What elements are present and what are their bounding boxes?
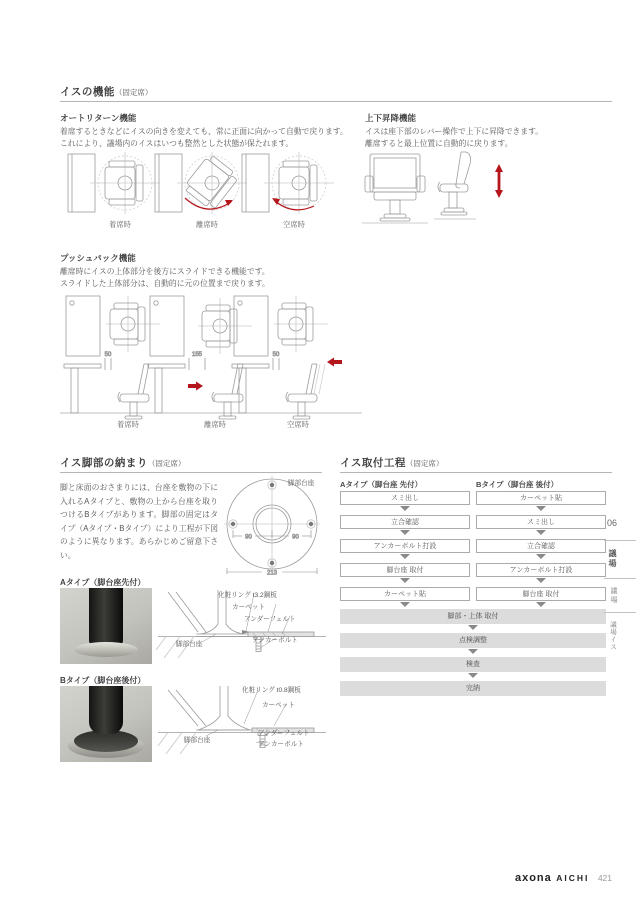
tab-chapter: 議場 [608, 549, 617, 569]
auto-return-label-3: 空席時 [283, 220, 305, 229]
flow-arrow-icon [400, 506, 410, 511]
type-a-photo [60, 588, 152, 664]
type-a-leg-front [89, 588, 123, 642]
pushback-label-3: 空席時 [287, 420, 309, 429]
legs-title [60, 455, 185, 470]
tab-divider [604, 578, 636, 579]
pushback-label-1: 着席時 [117, 420, 139, 429]
flow-arrow-icon [400, 554, 410, 559]
flow-arrow-icon [468, 625, 478, 630]
pushback-line2: スライドした上体部分は、自動的に元の位置まで戻ります。 [60, 279, 270, 288]
flow-step: 立合確認 [476, 539, 606, 553]
pushback-topview-diagram [64, 296, 364, 360]
updown-diagram [362, 148, 512, 228]
flow-step: スミ出し [476, 515, 606, 529]
type-a-ring-label: 化粧リング t3.2鋼板 [218, 592, 277, 599]
updown-title: 上下昇降機能 [365, 113, 417, 123]
type-b-bolt-label: アンカーボルト [258, 741, 304, 748]
legs-body: 脚と床面のおさまりには、台座を敷物の下に入れるAタイプと、敷物の上から台座を取りつけるBタイプがあります。脚部の固定はタイプ（Aタイプ・Bタイプ）により工程が下図のように異なります。あらかじめご留意下さい。 [60, 483, 218, 560]
flow-arrow-icon [536, 554, 546, 559]
updown-line1: イスは座下部のレバー操作で上下に昇降できます。 [365, 127, 544, 136]
base-circle-diagram [222, 472, 326, 576]
pushback-dim-2: 155 [191, 352, 203, 358]
type-b-photo [60, 686, 152, 762]
flow-arrow-icon [468, 649, 478, 654]
page-title-text: イスの機能 [60, 86, 115, 98]
type-a-title: Aタイプ（脚台座先付） [60, 578, 146, 587]
tab-section: 議場 [610, 587, 617, 605]
type-b-section-diagram [156, 686, 340, 764]
pushback-sideview-diagram [60, 352, 364, 422]
process-title-text: イス取付工程 [340, 457, 406, 469]
flow-shared-step: 検査 [340, 657, 606, 672]
flow-arrow-icon [400, 578, 410, 583]
type-b-title: Bタイプ（脚台座後付） [60, 676, 146, 685]
legs-title-text: イス脚部の納まり [60, 457, 148, 469]
flow-step: アンカーボルト打設 [476, 563, 606, 577]
base-dim-total: 213 [266, 570, 278, 577]
tab-divider [604, 612, 636, 613]
updown-line2: 離席すると最上位置に自動的に戻ります。 [365, 139, 513, 148]
brand-sub: AICHI [556, 873, 590, 883]
flow-step: カーペット貼 [476, 491, 606, 505]
auto-return-diagram [66, 152, 366, 218]
process-title-note: （固定席） [405, 459, 444, 468]
flow-step: 脚台座 取付 [340, 563, 470, 577]
page-title-note: （固定席） [114, 88, 153, 97]
type-a-felt-label: アンダーフェルト [244, 616, 296, 623]
process-col-b-header: Bタイプ（脚台座 後付） [476, 480, 559, 489]
flow-step: スミ出し [340, 491, 470, 505]
auto-return-title: オートリターン機能 [60, 113, 137, 123]
base-dim-left: 90 [245, 534, 252, 541]
auto-return-line1: 着席するときなどにイスの向きを変えても、常に正面に向かって自動で戻ります。 [60, 127, 348, 136]
flow-arrow-icon [400, 530, 410, 535]
chapter-number: 06 [606, 518, 617, 528]
flow-arrow-icon [536, 530, 546, 535]
pushback-dim-3: 50 [272, 352, 280, 358]
flow-step: カーペット貼 [340, 587, 470, 601]
auto-return-line2: これにより、議場内のイスはいつも整然とした状態が保たれます。 [60, 139, 294, 148]
process-title [340, 455, 443, 470]
flow-arrow-icon [536, 602, 546, 607]
pushback-label-2: 離席時 [204, 420, 226, 429]
type-a-ring [74, 642, 138, 657]
flow-step: 立合確認 [340, 515, 470, 529]
base-circle-label: 脚部台座 [288, 480, 315, 487]
pushback-title: プッシュバック機能 [60, 253, 136, 263]
base-dim-right: 90 [292, 534, 299, 541]
flow-step: アンカーボルト打設 [340, 539, 470, 553]
pushback-line1: 離席時にイスの上体部分を後方にスライドできる機能です。 [60, 267, 270, 276]
section-divider [60, 101, 612, 102]
type-a-base-label: 脚部台座 [176, 641, 203, 648]
pushback-dim-1: 50 [104, 352, 112, 358]
legs-title-note: （固定席） [147, 459, 186, 468]
type-a-bolt-label: アンカーボルト [252, 637, 298, 644]
flow-arrow-icon [536, 506, 546, 511]
flow-arrow-icon [536, 578, 546, 583]
process-col-a-header: Aタイプ（脚台座 先付） [340, 480, 423, 489]
auto-return-label-2: 離席時 [196, 220, 218, 229]
flow-arrow-icon [468, 673, 478, 678]
brand-logo: axona [514, 872, 552, 884]
type-b-felt-label: アンダーフェルト [258, 730, 310, 737]
page-title [60, 84, 152, 99]
flow-step: 脚台座 取付 [476, 587, 606, 601]
tab-divider [604, 540, 636, 541]
type-b-carpet-label: カーペット [262, 702, 295, 709]
footer [420, 868, 612, 886]
type-b-leg [89, 686, 123, 734]
type-b-ring-label: 化粧リング t0.8鋼板 [242, 687, 301, 694]
auto-return-label-1: 着席時 [109, 220, 131, 229]
page-number: 421 [597, 873, 612, 883]
flow-arrow-icon [400, 602, 410, 607]
type-a-section-diagram [156, 588, 340, 666]
type-a-carpet-label: カーペット [232, 604, 265, 611]
flow-shared-step: 点検調整 [340, 633, 606, 648]
process-divider [340, 472, 612, 473]
flow-shared-step: 脚部・上体 取付 [340, 609, 606, 624]
flow-shared-step: 完納 [340, 681, 606, 696]
tab-topic: 議場イス [609, 621, 616, 651]
type-b-base-label: 脚部台座 [184, 737, 211, 744]
